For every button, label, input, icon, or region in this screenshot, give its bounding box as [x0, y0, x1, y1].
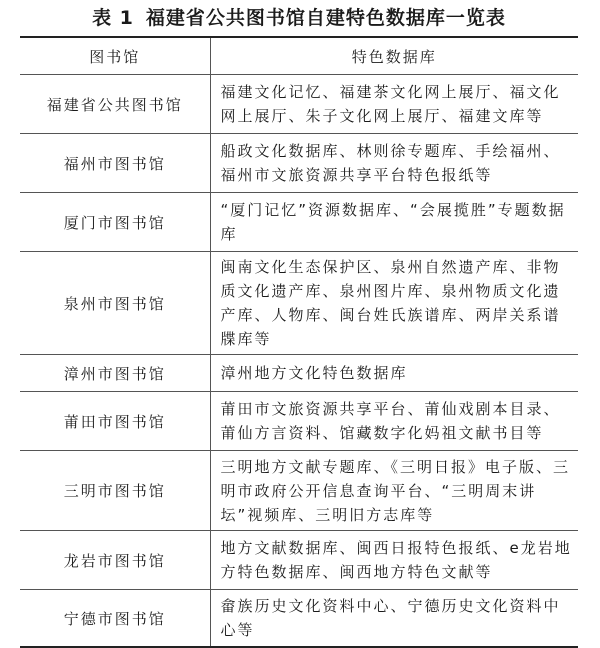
library-name: 福州市图书馆	[20, 134, 210, 193]
table-row	[20, 134, 578, 193]
column-header-databases: 特色数据库	[210, 37, 578, 75]
database-list: 船政文化数据库、林则徐专题库、手绘福州、福州市文旅资源共享平台特色报纸等	[210, 134, 578, 193]
database-list: 莆田市文旅资源共享平台、莆仙戏剧本目录、莆仙方言资料、馆藏数字化妈祖文献书目等	[210, 392, 578, 451]
library-name: 泉州市图书馆	[20, 252, 210, 355]
database-list: 闽南文化生态保护区、泉州自然遗产库、非物质文化遗产库、泉州图片库、泉州物质文化遗产库、人物库、闽台姓氏族谱库、两岸关系谱牒库等	[210, 252, 578, 355]
table-row	[20, 451, 578, 531]
database-list: 三明地方文献专题库、《三明日报》电子版、三明市政府公开信息查询平台、“三明周末讲坛”视频库、三明旧方志库等	[210, 451, 578, 531]
table-row	[20, 252, 578, 355]
table-row	[20, 355, 578, 392]
table-row	[20, 531, 578, 590]
table-row	[20, 75, 578, 134]
table-caption	[20, 0, 578, 36]
database-list: 畲族历史文化资料中心、宁德历史文化资料中心等	[210, 590, 578, 648]
library-name: 福建省公共图书馆	[20, 75, 210, 134]
table-row	[20, 590, 578, 648]
database-list: 福建文化记忆、福建茶文化网上展厅、福文化网上展厅、朱子文化网上展厅、福建文库等	[210, 75, 578, 134]
table-row	[20, 392, 578, 451]
database-list: 地方文献数据库、闽西日报特色报纸、e龙岩地方特色数据库、闽西地方特色文献等	[210, 531, 578, 590]
database-table	[20, 36, 578, 648]
table-number: 表 1	[92, 7, 134, 29]
library-name: 厦门市图书馆	[20, 193, 210, 252]
library-name: 莆田市图书馆	[20, 392, 210, 451]
table-row	[20, 193, 578, 252]
header-row	[20, 37, 578, 75]
database-list: “厦门记忆”资源数据库、“会展揽胜”专题数据库	[210, 193, 578, 252]
library-name: 三明市图书馆	[20, 451, 210, 531]
table-title: 福建省公共图书馆自建特色数据库一览表	[145, 7, 506, 29]
library-name: 龙岩市图书馆	[20, 531, 210, 590]
library-name: 漳州市图书馆	[20, 355, 210, 392]
database-list: 漳州地方文化特色数据库	[210, 355, 578, 392]
column-header-library: 图书馆	[20, 37, 210, 75]
library-name: 宁德市图书馆	[20, 590, 210, 648]
